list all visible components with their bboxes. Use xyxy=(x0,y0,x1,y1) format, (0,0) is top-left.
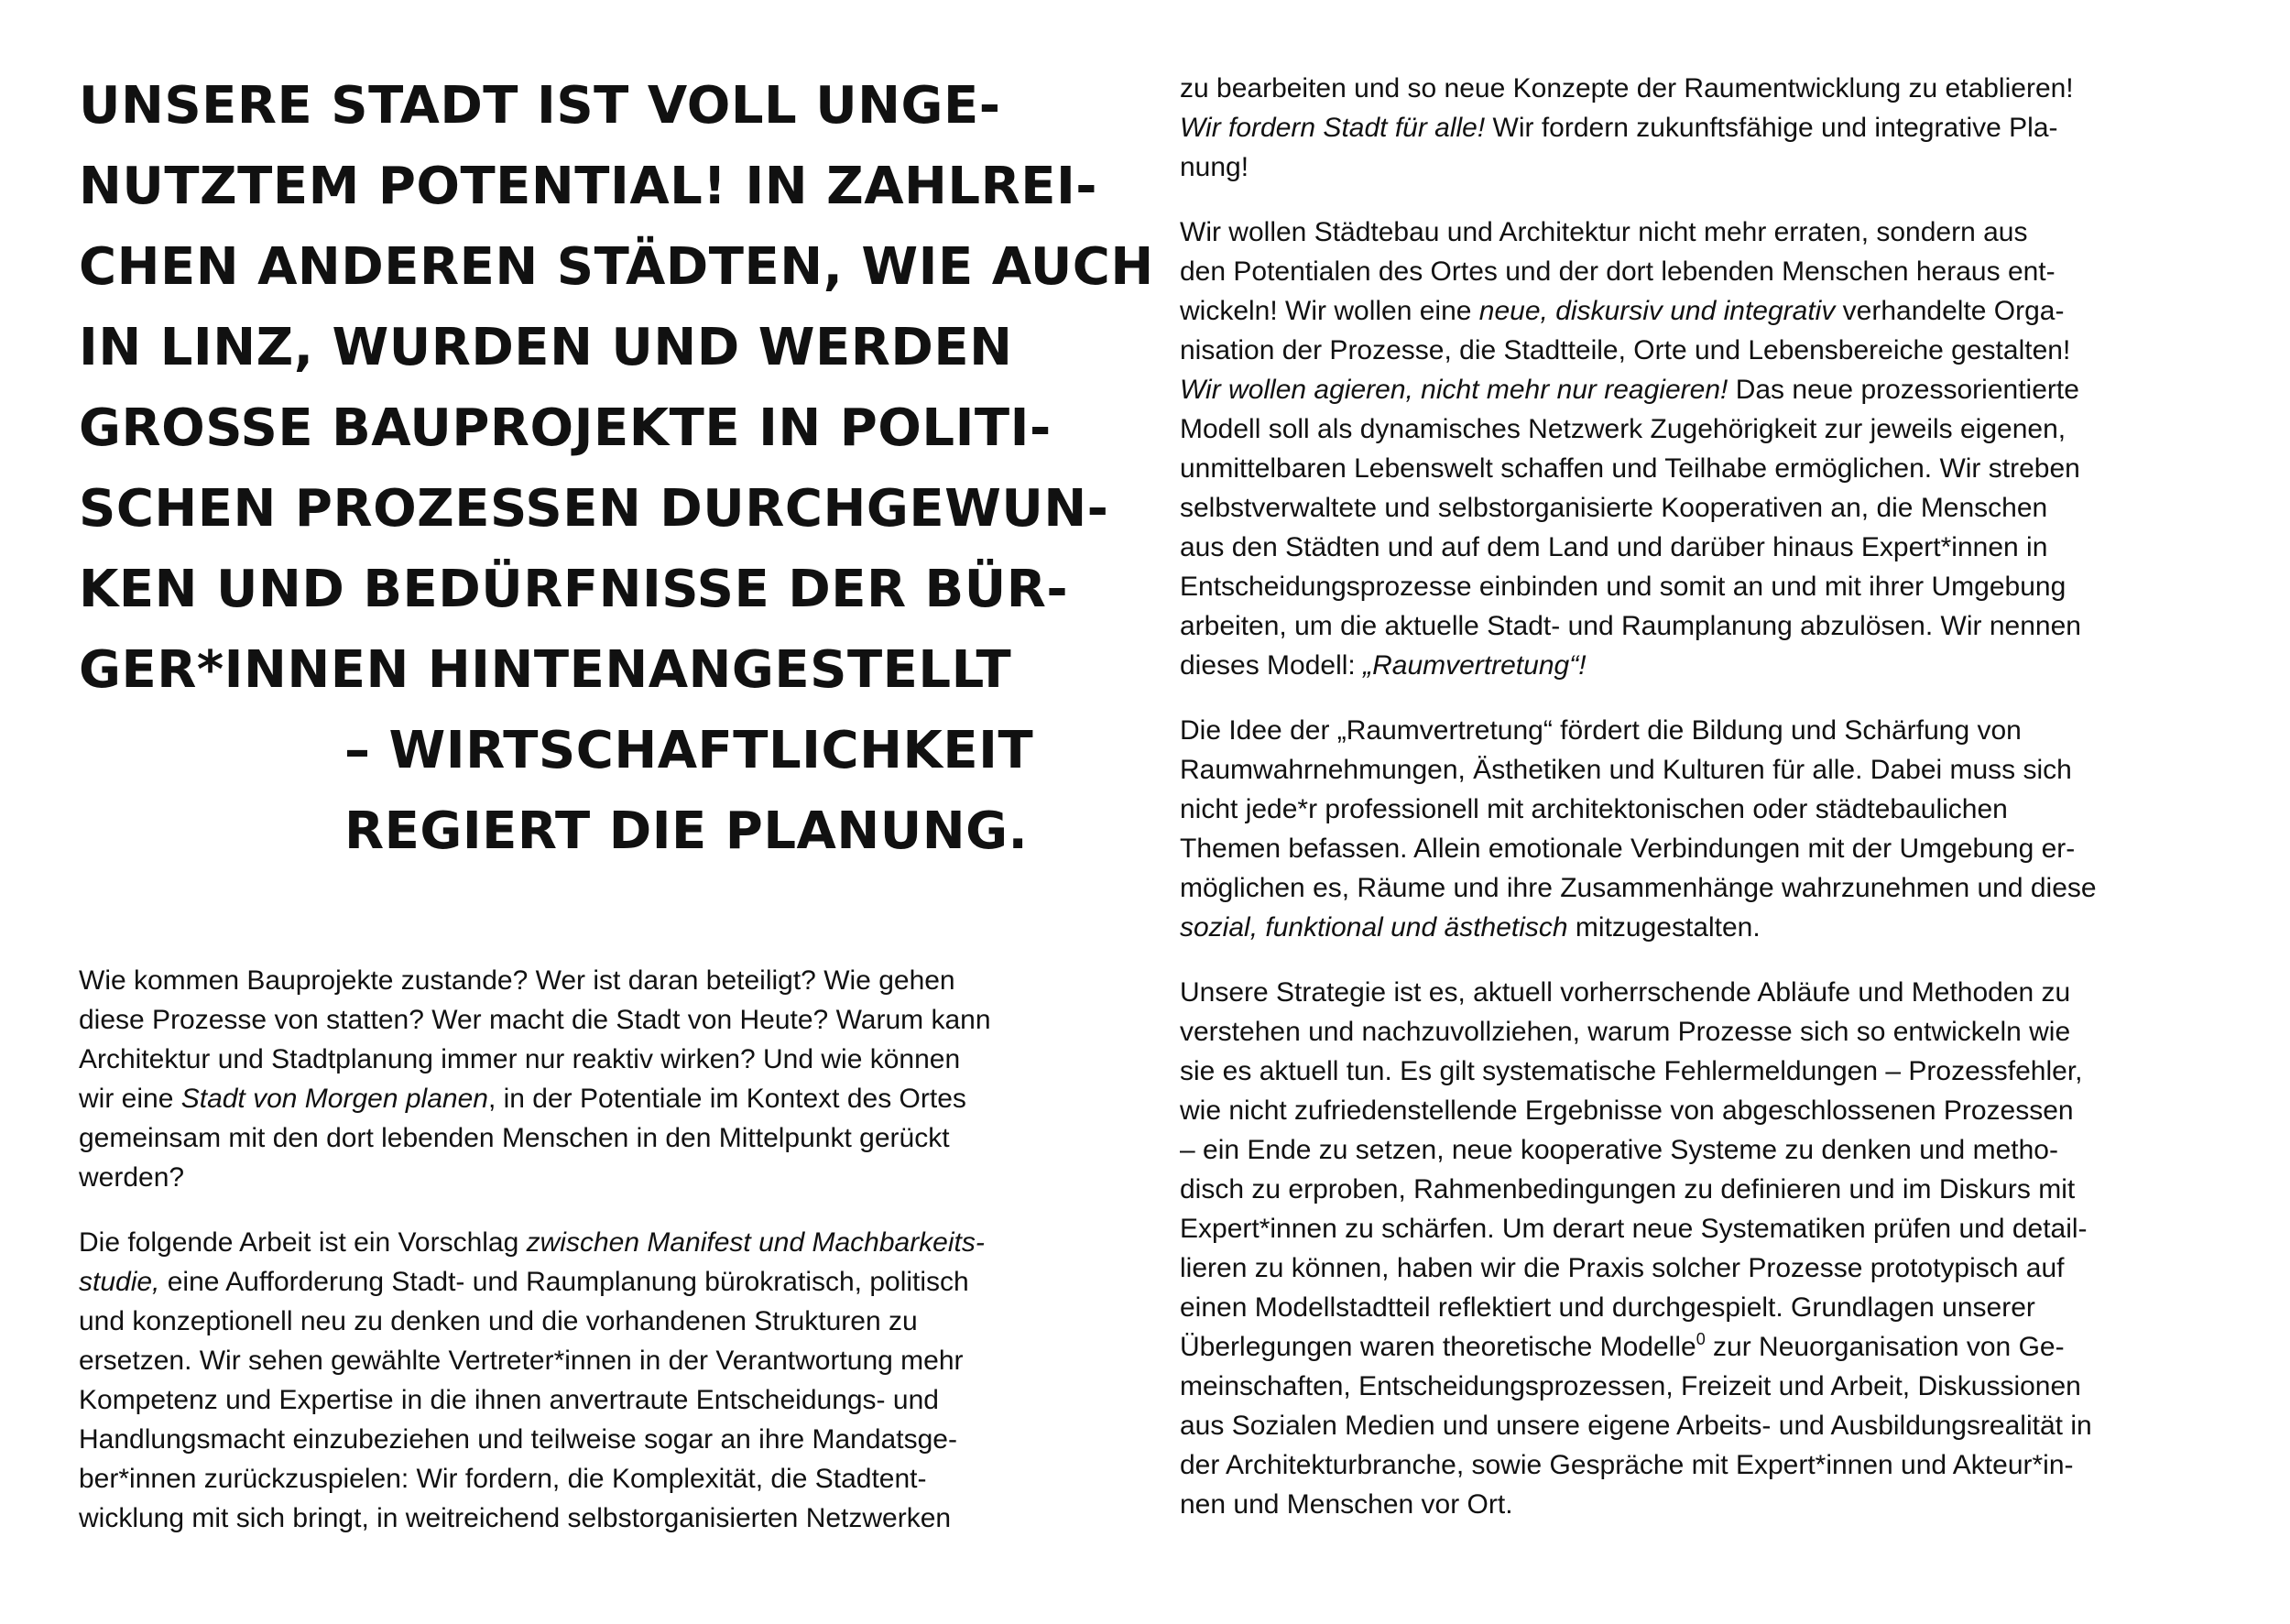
text-line: – ein Ende zu setzen, neue kooperative Systeme zu denken und metho- xyxy=(1180,1135,2058,1165)
paragraph-strategy xyxy=(1180,973,2261,1524)
headline-line: SCHEN PROZESSEN DURCHGEWUN- xyxy=(79,479,1109,539)
text-run: wir eine xyxy=(79,1084,181,1114)
headline-line: KEN UND BEDÜRFNISSE DER BÜR- xyxy=(79,560,1069,619)
text-line: der Architekturbranche, sowie Gespräche mit Expert*innen und Akteur*in- xyxy=(1180,1450,2074,1480)
text-run: zur Neuorganisation von Ge- xyxy=(1705,1332,2065,1362)
text-run: mitzugestalten. xyxy=(1567,912,1761,943)
text-line: unmittelbaren Lebenswelt schaffen und Teilhabe ermöglichen. Wir streben xyxy=(1180,453,2080,484)
text-line: möglichen es, Räume und ihre Zusammenhänge wahrzunehmen und diese xyxy=(1180,873,2097,903)
text-run: Wir fordern zukunftsfähige und integrative Pla- xyxy=(1485,113,2058,143)
text-line: diese Prozesse von statten? Wer macht die Stadt von Heute? Warum kann xyxy=(79,1005,991,1035)
text-line: disch zu erproben, Rahmenbedingungen zu definieren und im Diskurs mit xyxy=(1180,1174,2076,1204)
emphasis-text: Wir wollen agieren, nicht mehr nur reagieren! xyxy=(1180,375,1728,405)
text-line xyxy=(79,1262,1141,1302)
text-line xyxy=(1180,108,2261,147)
text-line: wicklung mit sich bringt, in weitreichend selbstorganisierten Netzwerken xyxy=(79,1503,952,1533)
text-line: Architektur und Stadtplanung immer nur reaktiv wirken? Und wie können xyxy=(79,1044,961,1074)
text-run: verhandelte Orga- xyxy=(1835,296,2065,326)
emphasis-text: studie, xyxy=(79,1267,160,1297)
text-line: Unsere Strategie ist es, aktuell vorherrschende Abläufe und Methoden zu xyxy=(1180,977,2071,1008)
text-run: Überlegungen waren theoretische Modelle xyxy=(1180,1332,1696,1362)
headline xyxy=(79,66,1160,872)
text-run: Das neue prozessorientierte xyxy=(1728,375,2079,405)
headline-line: GROSSE BAUPROJEKTE IN POLITI- xyxy=(79,398,1052,458)
text-line: Expert*innen zu schärfen. Um derart neue Systematiken prüfen und detail- xyxy=(1180,1214,2088,1244)
emphasis-text: sozial, funktional und ästhetisch xyxy=(1180,912,1568,943)
emphasis-text: Wir fordern Stadt für alle! xyxy=(1180,113,1486,143)
text-line: aus den Städten und auf dem Land und darüber hinaus Expert*innen in xyxy=(1180,532,2048,562)
paragraph-idea xyxy=(1180,711,2261,947)
text-line xyxy=(1180,646,2261,685)
emphasis-text: neue, diskursiv und integrativ xyxy=(1478,296,1836,326)
text-run: dieses Modell: xyxy=(1180,650,1364,681)
text-line: einen Modellstadtteil reflektiert und durchgespielt. Grundlagen unserer xyxy=(1180,1292,2035,1323)
text-line: selbstverwaltete und selbstorganisierte Kooperativen an, die Menschen xyxy=(1180,493,2048,523)
text-line: werden? xyxy=(79,1162,185,1193)
text-line: nung! xyxy=(1180,152,1249,182)
text-line: Kompetenz und Expertise in die ihnen anvertraute Entscheidungs- und xyxy=(79,1385,939,1415)
headline-line: UNSERE STADT IST VOLL UNGE- xyxy=(79,76,1001,136)
text-line xyxy=(1180,370,2261,409)
text-line: den Potentialen des Ortes und der dort lebenden Menschen heraus ent- xyxy=(1180,256,2056,287)
emphasis-text: Stadt von Morgen planen xyxy=(180,1084,488,1114)
text-line: nen und Menschen vor Ort. xyxy=(1180,1489,1513,1520)
headline-line: REGIERT DIE PLANUNG. xyxy=(344,801,1029,861)
text-line: Wie kommen Bauprojekte zustande? Wer ist daran beteiligt? Wie gehen xyxy=(79,965,955,996)
text-line: arbeiten, um die aktuelle Stadt- und Raumplanung abzulösen. Wir nennen xyxy=(1180,611,2081,641)
text-line: Handlungsmacht einzubeziehen und teilweise sogar an ihre Mandatsge- xyxy=(79,1424,957,1455)
text-line: nisation der Prozesse, die Stadtteile, Orte und Lebensbereiche gestalten! xyxy=(1180,335,2071,365)
paragraph-continuation xyxy=(1180,69,2261,187)
emphasis-text: „Raumvertretung“! xyxy=(1363,650,1587,681)
emphasis-text: zwischen Manifest und Machbarkeits- xyxy=(526,1227,985,1258)
text-line xyxy=(1180,291,2261,331)
text-line: verstehen und nachzuvollziehen, warum Prozesse sich so entwickeln wie xyxy=(1180,1017,2071,1047)
text-line: ersetzen. Wir sehen gewählte Vertreter*innen in der Verantwortung mehr xyxy=(79,1346,964,1376)
text-line: Raumwahrnehmungen, Ästhetiken und Kulturen für alle. Dabei muss sich xyxy=(1180,755,2072,785)
text-run: eine Aufforderung Stadt- und Raumplanung bürokratisch, politisch xyxy=(159,1267,969,1297)
text-run: wickeln! Wir wollen eine xyxy=(1180,296,1479,326)
text-line: nicht jede*r professionell mit architektonischen oder städtebaulichen xyxy=(1180,794,2008,824)
footnote-marker: 0 xyxy=(1696,1330,1706,1348)
text-line: ber*innen zurückzuspielen: Wir fordern, die Komplexität, die Stadtent- xyxy=(79,1464,927,1494)
text-line xyxy=(79,1079,1141,1118)
text-line: sie es aktuell tun. Es gilt systematische Fehlermeldungen – Prozessfehler, xyxy=(1180,1056,2083,1086)
text-line: Entscheidungsprozesse einbinden und somit an und mit ihrer Umgebung xyxy=(1180,572,2066,602)
text-line: wie nicht zufriedenstellende Ergebnisse von abgeschlossenen Prozessen xyxy=(1180,1095,2074,1126)
text-line: gemeinsam mit den dort lebenden Menschen in den Mittelpunkt gerückt xyxy=(79,1123,950,1153)
headline-line: GER*INNEN HINTENANGESTELLT xyxy=(79,640,1012,700)
headline-line: IN LINZ, WURDEN UND WERDEN xyxy=(79,318,1013,377)
paragraph-proposal xyxy=(79,1223,1141,1538)
headline-line: – WIRTSCHAFTLICHKEIT xyxy=(344,721,1034,780)
right-column xyxy=(1180,69,2261,1550)
text-line xyxy=(1180,908,2261,947)
text-run: , in der Potentiale im Kontext des Ortes xyxy=(487,1084,966,1114)
text-line: Wir wollen Städtebau und Architektur nicht mehr erraten, sondern aus xyxy=(1180,217,2028,247)
text-line: Modell soll als dynamisches Netzwerk Zugehörigkeit zur jeweils eigenen, xyxy=(1180,414,2066,444)
headline-line: CHEN ANDEREN STÄDTEN, WIE AUCH xyxy=(79,237,1154,297)
text-line xyxy=(1180,1327,2261,1367)
text-line: lieren zu können, haben wir die Praxis solcher Prozesse prototypisch auf xyxy=(1180,1253,2065,1283)
text-run: Die folgende Arbeit ist ein Vorschlag xyxy=(79,1227,527,1258)
text-line: zu bearbeiten und so neue Konzepte der Raumentwicklung zu etablieren! xyxy=(1180,73,2074,104)
text-line: meinschaften, Entscheidungsprozessen, Freizeit und Arbeit, Diskussionen xyxy=(1180,1371,2081,1401)
text-line: Themen befassen. Allein emotionale Verbindungen mit der Umgebung er- xyxy=(1180,834,2076,864)
text-line: aus Sozialen Medien und unsere eigene Arbeits- und Ausbildungsrealität in xyxy=(1180,1411,2092,1441)
text-line: und konzeptionell neu zu denken und die vorhandenen Strukturen zu xyxy=(79,1306,918,1336)
paragraph-model xyxy=(1180,213,2261,685)
headline-line: NUTZTEM POTENTIAL! IN ZAHLREI- xyxy=(79,157,1098,216)
text-line: Die Idee der „Raumvertretung“ fördert die Bildung und Schärfung von xyxy=(1180,715,2022,746)
text-line xyxy=(79,1223,1141,1262)
left-column xyxy=(79,961,1141,1564)
paragraph-questions xyxy=(79,961,1141,1197)
